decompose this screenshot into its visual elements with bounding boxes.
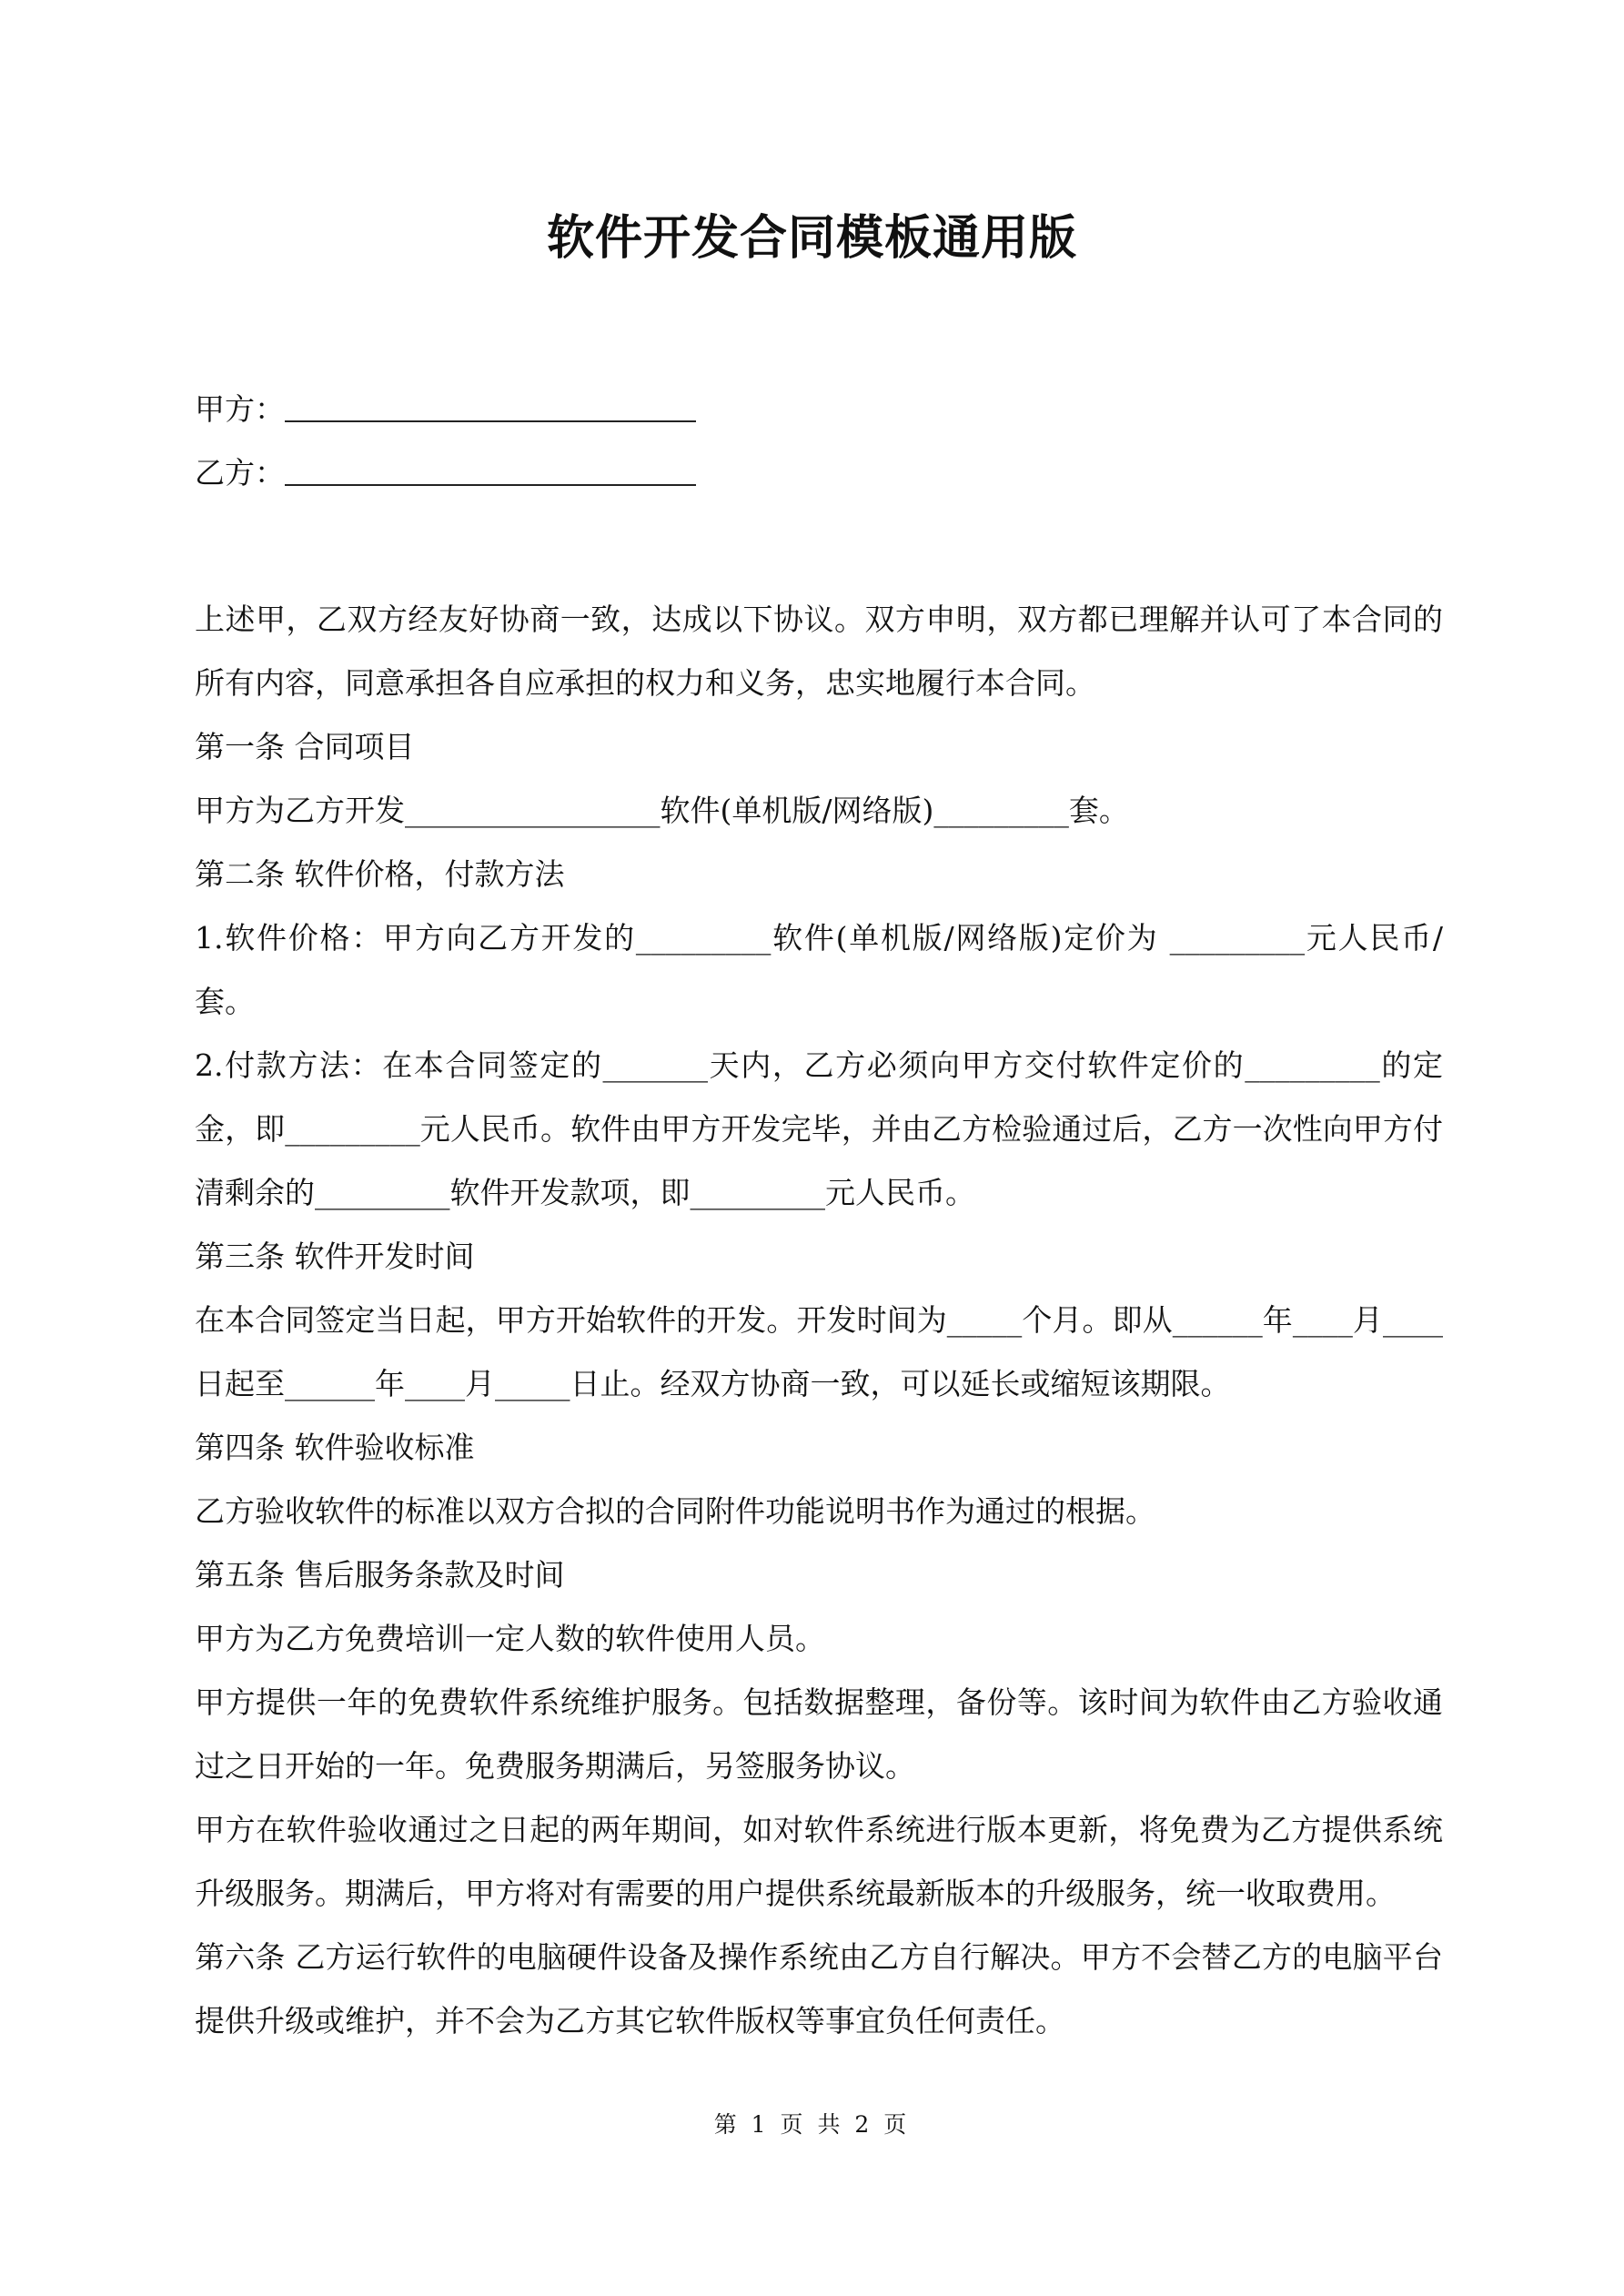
article-5-upgrade: 甲方在软件验收通过之日起的两年期间，如对软件系统进行版本更新，将免费为乙方提供系统升级服务。期满后，甲方将对有需要的用户提供系统最新版本的升级服务，统一收取费用。 bbox=[195, 1812, 1443, 1911]
preamble-paragraph: 上述甲，乙双方经友好协商一致，达成以下协议。双方申明，双方都已理解并认可了本合同的所有内容，同意承担各自应承担的权力和义务，忠实地履行本合同。 bbox=[195, 602, 1443, 701]
article-6-text: 第六条 乙方运行软件的电脑硬件设备及操作系统由乙方自行解决。甲方不会替乙方的电脑平台提供升级或维护，并不会为乙方其它软件版权等事宜负任何责任。 bbox=[195, 1939, 1443, 2038]
party-a-line bbox=[195, 378, 1443, 441]
article-5-heading: 第五条 售后服务条款及时间 bbox=[195, 1557, 565, 1593]
party-a-blank bbox=[285, 420, 696, 422]
party-b-label: 乙方： bbox=[195, 455, 285, 491]
party-b-blank bbox=[285, 483, 696, 486]
article-2-heading: 第二条 软件价格，付款方法 bbox=[195, 856, 565, 892]
party-a-label: 甲方： bbox=[195, 391, 285, 427]
party-b-line bbox=[195, 441, 1443, 505]
document-body bbox=[195, 378, 1443, 2053]
article-3-text: 在本合同签定当日起，甲方开始软件的开发。开发时间为_____个月。即从______年____月____日起至______年____月_____日止。经双方协商一致，可以延长或缩短该期限。 bbox=[195, 1302, 1443, 1401]
article-4-text: 乙方验收软件的标准以双方合拟的合同附件功能说明书作为通过的根据。 bbox=[195, 1493, 1155, 1529]
article-4-heading: 第四条 软件验收标准 bbox=[195, 1430, 475, 1465]
article-1-heading: 第一条 合同项目 bbox=[195, 729, 415, 764]
article-3-heading: 第三条 软件开发时间 bbox=[195, 1239, 475, 1274]
article-1-text: 甲方为乙方开发_________________软件(单机版/网络版)_________套。 bbox=[195, 793, 1129, 828]
document-title: 软件开发合同模板通用版 bbox=[546, 211, 1077, 266]
article-5-maintenance: 甲方提供一年的免费软件系统维护服务。包括数据整理，备份等。该时间为软件由乙方验收通过之日开始的一年。免费服务期满后，另签服务协议。 bbox=[195, 1684, 1443, 1784]
article-2-payment: 2.付款方法：在本合同签定的_______天内，乙方必须向甲方交付软件定价的_________的定金，即_________元人民币。软件由甲方开发完毕，并由乙方检验通过后，乙方一次性向甲方付清剩余的_________软件开发款项，即_________元人民币。 bbox=[195, 1047, 1443, 1210]
page-footer: 第 1 页 共 2 页 bbox=[713, 2111, 911, 2138]
article-5-training: 甲方为乙方免费培训一定人数的软件使用人员。 bbox=[195, 1621, 825, 1656]
section-spacer bbox=[195, 505, 1443, 588]
article-2-price: 1.软件价格：甲方向乙方开发的_________软件(单机版/网络版)定价为 _________元人民币/套。 bbox=[195, 920, 1443, 1019]
